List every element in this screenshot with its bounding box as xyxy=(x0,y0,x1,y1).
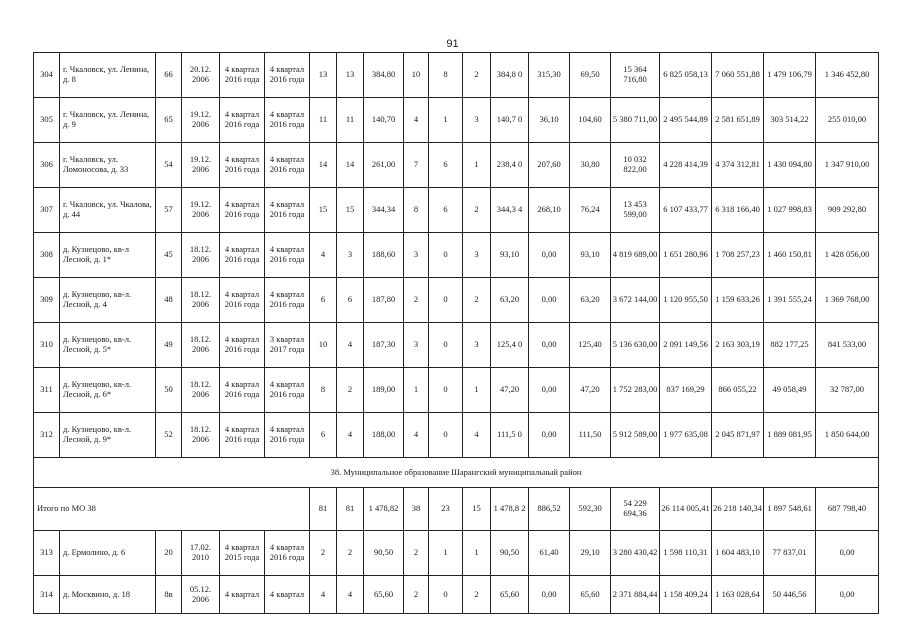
total-n2: 23 xyxy=(429,488,463,531)
cell-s1: 65,60 xyxy=(491,576,529,614)
cell-m5: 1 347 910,00 xyxy=(816,143,879,188)
cell-m1: 5 380 711,00 xyxy=(611,98,660,143)
cell-n3: 2 xyxy=(463,53,491,98)
cell-plan: 4 квартал 2016 года xyxy=(220,323,265,368)
cell-n3: 2 xyxy=(463,188,491,233)
cell-m3: 1 163 028,64 xyxy=(712,576,764,614)
cell-year: 54 xyxy=(156,143,182,188)
cell-year: 52 xyxy=(156,413,182,458)
cell-date: 19.12. 2006 xyxy=(182,188,220,233)
cell-s3: 93,10 xyxy=(570,233,611,278)
cell-c2: 3 xyxy=(337,233,364,278)
cell-year: 65 xyxy=(156,98,182,143)
total-m2: 26 114 005,41 xyxy=(660,488,712,531)
cell-s3: 29,10 xyxy=(570,531,611,576)
cell-m4: 1 889 081,95 xyxy=(764,413,816,458)
cell-n1: 4 xyxy=(404,98,429,143)
cell-s3: 76,24 xyxy=(570,188,611,233)
cell-num: 305 xyxy=(34,98,60,143)
cell-m4: 1 391 555,24 xyxy=(764,278,816,323)
cell-m3: 2 581 651,89 xyxy=(712,98,764,143)
table-row xyxy=(34,576,879,614)
cell-c1: 13 xyxy=(310,53,337,98)
cell-m1: 4 819 689,00 xyxy=(611,233,660,278)
cell-m5: 0,00 xyxy=(816,576,879,614)
cell-c2: 4 xyxy=(337,323,364,368)
cell-m3: 1 159 633,26 xyxy=(712,278,764,323)
cell-s1: 344,3 4 xyxy=(491,188,529,233)
table-row xyxy=(34,98,879,143)
cell-s3: 47,20 xyxy=(570,368,611,413)
cell-s2: 268,10 xyxy=(529,188,570,233)
cell-c2: 2 xyxy=(337,531,364,576)
cell-c1: 6 xyxy=(310,413,337,458)
cell-c1: 8 xyxy=(310,368,337,413)
table-row xyxy=(34,368,879,413)
cell-m4: 303 514,22 xyxy=(764,98,816,143)
cell-fact: 4 квартал 2016 года xyxy=(265,188,310,233)
cell-s1: 238,4 0 xyxy=(491,143,529,188)
cell-n3: 4 xyxy=(463,413,491,458)
total-c1: 81 xyxy=(310,488,337,531)
table-row xyxy=(34,233,879,278)
cell-s3: 65,60 xyxy=(570,576,611,614)
table-row xyxy=(34,413,879,458)
cell-s3: 30,80 xyxy=(570,143,611,188)
cell-m1: 2 371 884,44 xyxy=(611,576,660,614)
cell-m2: 4 228 414,39 xyxy=(660,143,712,188)
cell-m3: 1 604 483,10 xyxy=(712,531,764,576)
cell-n1: 4 xyxy=(404,413,429,458)
cell-fact: 4 квартал 2016 года xyxy=(265,368,310,413)
cell-m4: 49 058,49 xyxy=(764,368,816,413)
cell-m1: 1 752 283,00 xyxy=(611,368,660,413)
cell-m1: 5 136 630,00 xyxy=(611,323,660,368)
cell-plan: 4 квартал 2016 года xyxy=(220,143,265,188)
total-m5: 687 798,40 xyxy=(816,488,879,531)
cell-n2: 1 xyxy=(429,98,463,143)
cell-area: 187,80 xyxy=(364,278,404,323)
cell-num: 310 xyxy=(34,323,60,368)
cell-m2: 6 107 433,77 xyxy=(660,188,712,233)
cell-year: 8в xyxy=(156,576,182,614)
cell-n1: 3 xyxy=(404,233,429,278)
cell-n2: 6 xyxy=(429,143,463,188)
cell-n1: 2 xyxy=(404,576,429,614)
cell-m2: 837 169,29 xyxy=(660,368,712,413)
cell-m5: 909 292,80 xyxy=(816,188,879,233)
total-n1: 38 xyxy=(404,488,429,531)
cell-m2: 1 977 635,08 xyxy=(660,413,712,458)
cell-m2: 2 091 149,56 xyxy=(660,323,712,368)
table-row xyxy=(34,323,879,368)
cell-n2: 6 xyxy=(429,188,463,233)
cell-m4: 1 430 094,80 xyxy=(764,143,816,188)
cell-fact: 4 квартал 2016 года xyxy=(265,98,310,143)
cell-num: 307 xyxy=(34,188,60,233)
cell-date: 20.12. 2006 xyxy=(182,53,220,98)
cell-year: 66 xyxy=(156,53,182,98)
cell-s1: 63,20 xyxy=(491,278,529,323)
cell-m1: 3 672 144,00 xyxy=(611,278,660,323)
cell-s2: 0,00 xyxy=(529,278,570,323)
cell-s2: 0,00 xyxy=(529,368,570,413)
cell-n2: 1 xyxy=(429,531,463,576)
cell-s2: 0,00 xyxy=(529,323,570,368)
cell-s2: 0,00 xyxy=(529,233,570,278)
cell-n1: 2 xyxy=(404,278,429,323)
total-row xyxy=(34,488,879,531)
cell-plan: 4 квартал 2016 года xyxy=(220,368,265,413)
cell-addr: д. Кузнецово, кв-л. Лесной, д. 9* xyxy=(60,413,156,458)
cell-num: 304 xyxy=(34,53,60,98)
cell-date: 19.12. 2006 xyxy=(182,143,220,188)
cell-n2: 0 xyxy=(429,413,463,458)
total-s1: 1 478,8 2 xyxy=(491,488,529,531)
cell-c2: 15 xyxy=(337,188,364,233)
cell-addr: д. Кузнецово, кв-л. Лесной, д. 5* xyxy=(60,323,156,368)
cell-m5: 841 533,00 xyxy=(816,323,879,368)
page-number: 91 xyxy=(446,38,459,50)
cell-n2: 0 xyxy=(429,233,463,278)
cell-m3: 2 045 871,97 xyxy=(712,413,764,458)
cell-num: 309 xyxy=(34,278,60,323)
cell-addr: д. Кузнецово, кв-л. Лесной, д. 6* xyxy=(60,368,156,413)
cell-s2: 0,00 xyxy=(529,576,570,614)
cell-plan: 4 квартал 2016 года xyxy=(220,278,265,323)
cell-date: 18.12. 2006 xyxy=(182,278,220,323)
cell-area: 189,00 xyxy=(364,368,404,413)
cell-n3: 2 xyxy=(463,576,491,614)
cell-m2: 2 495 544,89 xyxy=(660,98,712,143)
cell-date: 18.12. 2006 xyxy=(182,233,220,278)
cell-c2: 4 xyxy=(337,413,364,458)
cell-m2: 1 120 955,50 xyxy=(660,278,712,323)
cell-area: 140,70 xyxy=(364,98,404,143)
cell-m3: 7 060 551,88 xyxy=(712,53,764,98)
cell-c1: 4 xyxy=(310,576,337,614)
cell-n3: 3 xyxy=(463,323,491,368)
cell-plan: 4 квартал xyxy=(220,576,265,614)
cell-n3: 3 xyxy=(463,233,491,278)
cell-num: 313 xyxy=(34,531,60,576)
cell-n1: 7 xyxy=(404,143,429,188)
cell-m5: 0,00 xyxy=(816,531,879,576)
cell-c2: 4 xyxy=(337,576,364,614)
cell-area: 65,60 xyxy=(364,576,404,614)
cell-s1: 384,8 0 xyxy=(491,53,529,98)
cell-fact: 4 квартал xyxy=(265,576,310,614)
cell-date: 18.12. 2006 xyxy=(182,368,220,413)
cell-date: 17.02. 2010 xyxy=(182,531,220,576)
cell-num: 311 xyxy=(34,368,60,413)
cell-c1: 2 xyxy=(310,531,337,576)
cell-plan: 4 квартал 2015 года xyxy=(220,531,265,576)
cell-date: 18.12. 2006 xyxy=(182,323,220,368)
cell-s2: 0,00 xyxy=(529,413,570,458)
table-body-bottom xyxy=(34,531,879,614)
cell-n2: 0 xyxy=(429,323,463,368)
cell-m5: 1 850 644,00 xyxy=(816,413,879,458)
cell-year: 20 xyxy=(156,531,182,576)
cell-area: 187,30 xyxy=(364,323,404,368)
cell-c2: 11 xyxy=(337,98,364,143)
cell-c1: 4 xyxy=(310,233,337,278)
cell-fact: 4 квартал 2016 года xyxy=(265,413,310,458)
cell-m2: 6 825 058,13 xyxy=(660,53,712,98)
cell-m2: 1 158 409,24 xyxy=(660,576,712,614)
total-m3: 26 218 140,34 xyxy=(712,488,764,531)
cell-fact: 4 квартал 2016 года xyxy=(265,278,310,323)
cell-c2: 2 xyxy=(337,368,364,413)
cell-m1: 3 280 430,42 xyxy=(611,531,660,576)
cell-n2: 0 xyxy=(429,278,463,323)
cell-s3: 111,50 xyxy=(570,413,611,458)
cell-c2: 13 xyxy=(337,53,364,98)
cell-plan: 4 квартал 2016 года xyxy=(220,233,265,278)
cell-m4: 1 479 106,79 xyxy=(764,53,816,98)
cell-m2: 1 651 280,96 xyxy=(660,233,712,278)
cell-c2: 6 xyxy=(337,278,364,323)
cell-s1: 47,20 xyxy=(491,368,529,413)
cell-addr: г. Чкаловск, ул. Ленина, д. 8 xyxy=(60,53,156,98)
cell-c1: 10 xyxy=(310,323,337,368)
cell-s1: 125,4 0 xyxy=(491,323,529,368)
cell-date: 05.12. 2006 xyxy=(182,576,220,614)
cell-m4: 882 177,25 xyxy=(764,323,816,368)
total-area: 1 478,82 xyxy=(364,488,404,531)
cell-n2: 8 xyxy=(429,53,463,98)
cell-fact: 4 квартал 2016 года xyxy=(265,233,310,278)
cell-fact: 3 квартал 2017 года xyxy=(265,323,310,368)
cell-c2: 14 xyxy=(337,143,364,188)
section-block xyxy=(34,458,879,531)
cell-n1: 10 xyxy=(404,53,429,98)
cell-m1: 13 453 599,00 xyxy=(611,188,660,233)
cell-s3: 69,50 xyxy=(570,53,611,98)
cell-c1: 11 xyxy=(310,98,337,143)
cell-addr: г. Чкаловск, ул. Ленина, д. 9 xyxy=(60,98,156,143)
cell-s2: 36,10 xyxy=(529,98,570,143)
cell-area: 344,34 xyxy=(364,188,404,233)
cell-n3: 3 xyxy=(463,98,491,143)
cell-m5: 1 428 056,00 xyxy=(816,233,879,278)
cell-year: 50 xyxy=(156,368,182,413)
cell-date: 18.12. 2006 xyxy=(182,413,220,458)
cell-n1: 1 xyxy=(404,368,429,413)
cell-area: 90,50 xyxy=(364,531,404,576)
total-s2: 886,52 xyxy=(529,488,570,531)
cell-m3: 6 318 166,40 xyxy=(712,188,764,233)
cell-s2: 315,30 xyxy=(529,53,570,98)
cell-n3: 1 xyxy=(463,368,491,413)
table-body-top xyxy=(34,53,879,458)
total-s3: 592,30 xyxy=(570,488,611,531)
cell-fact: 4 квартал 2016 года xyxy=(265,53,310,98)
cell-n3: 1 xyxy=(463,531,491,576)
cell-area: 261,00 xyxy=(364,143,404,188)
cell-addr: д. Кузнецово, кв-л. Лесной, д. 4 xyxy=(60,278,156,323)
cell-addr: г. Чкаловск, ул. Ломоносова, д. 33 xyxy=(60,143,156,188)
cell-s3: 104,60 xyxy=(570,98,611,143)
total-n3: 15 xyxy=(463,488,491,531)
table-row xyxy=(34,143,879,188)
cell-m1: 5 912 589,00 xyxy=(611,413,660,458)
cell-m4: 1 027 998,83 xyxy=(764,188,816,233)
cell-m1: 15 364 716,80 xyxy=(611,53,660,98)
table-row xyxy=(34,531,879,576)
cell-s1: 90,50 xyxy=(491,531,529,576)
section-row xyxy=(34,458,879,488)
total-m4: 1 897 548,61 xyxy=(764,488,816,531)
cell-m5: 255 010,00 xyxy=(816,98,879,143)
cell-n3: 1 xyxy=(463,143,491,188)
cell-year: 57 xyxy=(156,188,182,233)
cell-s1: 111,5 0 xyxy=(491,413,529,458)
cell-s3: 125,40 xyxy=(570,323,611,368)
total-label: Итого по МО 38 xyxy=(34,488,310,531)
cell-m1: 10 032 822,00 xyxy=(611,143,660,188)
cell-m4: 77 837,01 xyxy=(764,531,816,576)
cell-m3: 2 163 303,19 xyxy=(712,323,764,368)
cell-n2: 0 xyxy=(429,368,463,413)
cell-s3: 63,20 xyxy=(570,278,611,323)
section-title: 38. Муниципальное образование Шарангский муниципальный район xyxy=(34,458,879,488)
cell-m5: 1 369 768,00 xyxy=(816,278,879,323)
cell-c1: 14 xyxy=(310,143,337,188)
cell-num: 308 xyxy=(34,233,60,278)
cell-plan: 4 квартал 2016 года xyxy=(220,98,265,143)
table-row xyxy=(34,278,879,323)
cell-area: 188,60 xyxy=(364,233,404,278)
cell-m3: 4 374 312,81 xyxy=(712,143,764,188)
total-m1: 54 229 694,36 xyxy=(611,488,660,531)
cell-plan: 4 квартал 2016 года xyxy=(220,53,265,98)
cell-s2: 61,40 xyxy=(529,531,570,576)
cell-addr: г. Чкаловск, ул. Чкалова, д. 44 xyxy=(60,188,156,233)
cell-fact: 4 квартал 2016 года xyxy=(265,531,310,576)
cell-year: 45 xyxy=(156,233,182,278)
cell-year: 48 xyxy=(156,278,182,323)
cell-m2: 1 598 110,31 xyxy=(660,531,712,576)
cell-area: 384,80 xyxy=(364,53,404,98)
cell-date: 19.12. 2006 xyxy=(182,98,220,143)
cell-s1: 140,7 0 xyxy=(491,98,529,143)
cell-s2: 207,60 xyxy=(529,143,570,188)
cell-num: 314 xyxy=(34,576,60,614)
cell-plan: 4 квартал 2016 года xyxy=(220,188,265,233)
cell-fact: 4 квартал 2016 года xyxy=(265,143,310,188)
cell-addr: д. Ермолино, д. 6 xyxy=(60,531,156,576)
cell-m5: 32 787,00 xyxy=(816,368,879,413)
cell-num: 312 xyxy=(34,413,60,458)
cell-m5: 1 346 452,80 xyxy=(816,53,879,98)
cell-m4: 50 446,56 xyxy=(764,576,816,614)
table-row xyxy=(34,53,879,98)
cell-addr: д. Москвино, д. 18 xyxy=(60,576,156,614)
housing-relocation-table xyxy=(33,52,879,614)
cell-plan: 4 квартал 2016 года xyxy=(220,413,265,458)
cell-addr: д. Кузнецово, кв-л Лесной, д. 1* xyxy=(60,233,156,278)
cell-n3: 2 xyxy=(463,278,491,323)
cell-m3: 1 708 257,23 xyxy=(712,233,764,278)
cell-n1: 3 xyxy=(404,323,429,368)
table-row xyxy=(34,188,879,233)
cell-year: 49 xyxy=(156,323,182,368)
cell-c1: 15 xyxy=(310,188,337,233)
cell-s1: 93,10 xyxy=(491,233,529,278)
cell-c1: 6 xyxy=(310,278,337,323)
cell-n1: 8 xyxy=(404,188,429,233)
cell-num: 306 xyxy=(34,143,60,188)
cell-m4: 1 460 150,81 xyxy=(764,233,816,278)
cell-area: 188,00 xyxy=(364,413,404,458)
cell-n2: 0 xyxy=(429,576,463,614)
cell-m3: 866 055,22 xyxy=(712,368,764,413)
cell-n1: 2 xyxy=(404,531,429,576)
total-c2: 81 xyxy=(337,488,364,531)
